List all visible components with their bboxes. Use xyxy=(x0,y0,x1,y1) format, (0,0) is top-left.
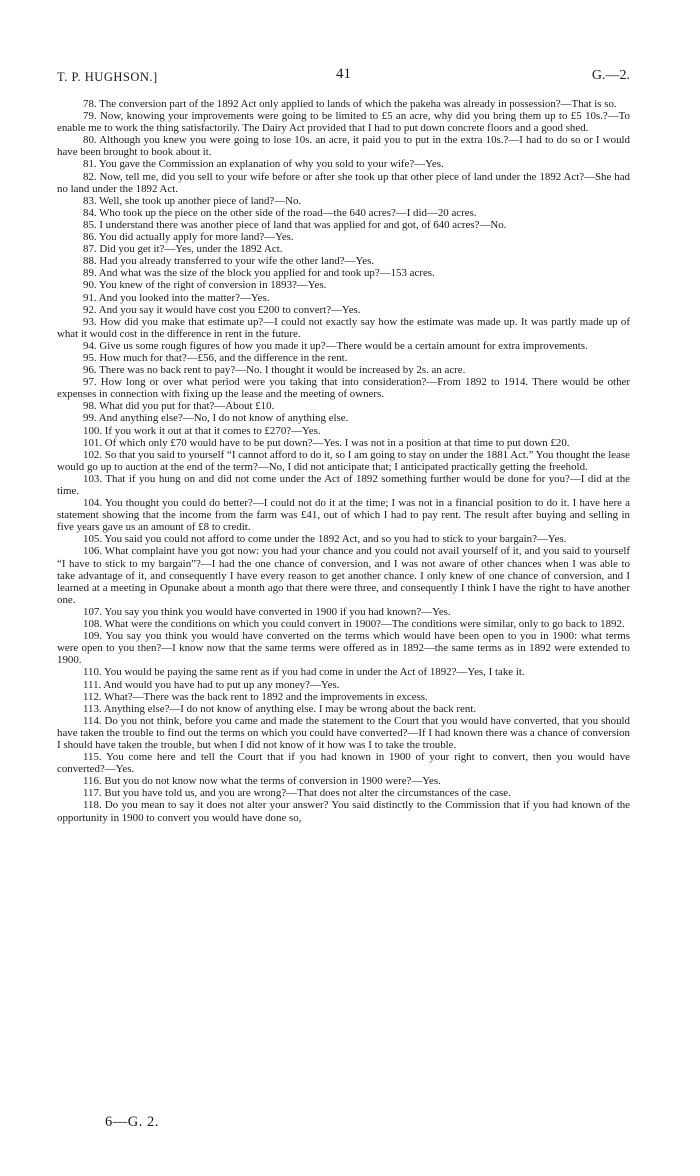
testimony-paragraph: 78. The conversion part of the 1892 Act only applied to lands of which the pakeha was already in possession?—That is so. xyxy=(83,98,617,110)
testimony-paragraph: 92. And you say it would have cost you £200 to convert?—Yes. xyxy=(83,303,361,316)
testimony-paragraph: 112. What?—There was the back rent to 1892 and the improvements in excess. xyxy=(83,690,428,703)
testimony-paragraph: 116. But you do not know now what the terms of conversion in 1900 were?—Yes. xyxy=(83,775,441,788)
testimony-paragraph: 108. What were the conditions on which you could convert in 1900?—The conditions were similar, only to go back to 1892. xyxy=(83,618,625,631)
testimony-paragraph: 102. So that you said to yourself “I cannot afford to do it, so I am going to stay on under the 1881 Act.” You thought the lease would go up to auction at the end of the term?—No, I did not anticipate that; I anticipated practically getting the freehold. xyxy=(57,448,630,473)
testimony-paragraph: 109. You say you think you would have converted on the terms which would have been open to you in 1900: what terms were open to you then?—I know now that the same terms were offered as in 1892—the same terms as in 1892 were extended to 1900. xyxy=(57,630,630,667)
testimony-paragraph: 95. How much for that?—£56, and the difference in the rent. xyxy=(83,351,348,364)
testimony-paragraph: 94. Give us some rough figures of how you made it up?—There would be a certain amount for extra improvements. xyxy=(83,339,588,352)
testimony-paragraph: 82. Now, tell me, did you sell to your wife before or after she took up that other piece of land under the 1892 Act?—She had no land under the 1892 Act. xyxy=(57,170,630,195)
testimony-paragraph: 98. What did you put for that?—About £10. xyxy=(83,400,275,413)
testimony-paragraph: 106. What complaint have you got now: you had your chance and you could not avail yourself of it, and you said to yourself “I have to stick to my bargain”?—I had the one chance of conversion, and I was not aware of other chances when I was able to take advantage of it, and consequently I have every reason to get another chance. I only knew of one chance of conversion, and I learned at a meeting in Opunake about a month ago that there were three, and consequently I think I have the right to have another one. xyxy=(57,545,630,606)
testimony-paragraph: 91. And you looked into the matter?—Yes. xyxy=(83,291,270,304)
testimony-paragraph: 96. There was no back rent to pay?—No. I thought it would be increased by 2s. an acre. xyxy=(83,364,466,377)
testimony-paragraph: 93. How did you make that estimate up?—I could not exactly say how the estimate was made up. It was partly made up of what it would cost in the difference in rent in the future. xyxy=(57,315,630,340)
testimony-paragraph: 100. If you work it out at that it comes to £270?—Yes. xyxy=(83,424,321,437)
page-number: 41 xyxy=(336,66,351,82)
testimony-paragraph: 111. And would you have had to put up any money?—Yes. xyxy=(83,678,340,691)
testimony-paragraph: 89. And what was the size of the block you applied for and took up?—153 acres. xyxy=(83,267,435,280)
testimony-paragraph: 101. Of which only £70 would have to be put down?—Yes. I was not in a position at that time to put down £20. xyxy=(83,436,570,449)
testimony-paragraph: 105. You said you could not afford to come under the 1892 Act, and so you had to stick to your bargain?—Yes. xyxy=(83,533,567,546)
testimony-paragraph: 85. I understand there was another piece of land that was applied for and got, of 640 acres?—No. xyxy=(83,218,507,231)
sheet-signature: 6—G. 2. xyxy=(105,1114,159,1130)
testimony-paragraph: 107. You say you think you would have converted in 1900 if you had known?—Yes. xyxy=(83,605,451,618)
testimony-paragraph: 87. Did you get it?—Yes, under the 1892 Act. xyxy=(83,243,283,256)
testimony-paragraph: 84. Who took up the piece on the other side of the road—the 640 acres?—I did—20 acres. xyxy=(83,206,477,219)
testimony-paragraph: 79. Now, knowing your improvements were going to be limited to £5 an acre, why did you bring them up to £5 10s.?—To enable me to work the thing satisfactorily. The Dairy Act provided that I had to put down concrete floors and a good shed. xyxy=(57,110,630,135)
testimony-paragraph: 81. You gave the Commission an explanation of why you sold to your wife?—Yes. xyxy=(83,158,444,171)
testimony-paragraph: 117. But you have told us, and you are wrong?—That does not alter the circumstances of the case. xyxy=(83,787,511,800)
testimony-paragraph: 115. You come here and tell the Court that if you had known in 1900 of your right to convert, then you would have converted?—Yes. xyxy=(57,751,630,776)
testimony-paragraph: 83. Well, she took up another piece of land?—No. xyxy=(83,194,302,207)
testimony-paragraph: 97. How long or over what period were you taking that into consideration?—From 1892 to 1914. There would be other expenses in connection with fixing up the lease and the meeting of owners. xyxy=(57,376,630,401)
testimony-paragraph: 118. Do you mean to say it does not alter your answer? You said distinctly to the Commission that if you had known of the opportunity in 1900 to convert you would have done so, xyxy=(57,799,630,824)
testimony-paragraph: 110. You would be paying the same rent as if you had come in under the Act of 1892?—Yes, I take it. xyxy=(83,666,525,679)
testimony-body xyxy=(57,98,630,824)
testimony-paragraph: 99. And anything else?—No, I do not know of anything else. xyxy=(83,412,349,425)
testimony-paragraph: 80. Although you knew you were going to lose 10s. an acre, it paid you to put in the extra 10s.?—I had to do so or I would have been brought to book about it. xyxy=(57,134,630,159)
testimony-paragraph: 88. Had you already transferred to your wife the other land?—Yes. xyxy=(83,255,375,268)
testimony-paragraph: 86. You did actually apply for more land?—Yes. xyxy=(83,231,294,244)
document-reference: G.—2. xyxy=(591,68,630,83)
witness-name: T. P. HUGHSON.] xyxy=(57,70,158,84)
testimony-paragraph: 103. That if you hung on and did not come under the Act of 1892 something further would be done for you?—I did at the time. xyxy=(57,472,630,497)
testimony-paragraph: 113. Anything else?—I do not know of anything else. I may be wrong about the back rent. xyxy=(83,702,477,715)
testimony-paragraph: 104. You thought you could do better?—I could not do it at the time; I was not in a financial position to do it. I have here a statement showing that the income from the farm was £41, out of which I had to pay rent. The result after buying and selling in five years gave us an amount of £8 to credit. xyxy=(57,497,630,534)
testimony-paragraph: 90. You knew of the right of conversion in 1893?—Yes. xyxy=(83,279,327,292)
testimony-paragraph: 114. Do you not think, before you came and made the statement to the Court that you would have converted, that you should have taken the trouble to find out the terms on which you could have converted?—If I had known there was a chance of conversion I should have taken the trouble, but when I did not know of it how was I to take the trouble. xyxy=(57,714,630,751)
page-header xyxy=(57,68,630,90)
